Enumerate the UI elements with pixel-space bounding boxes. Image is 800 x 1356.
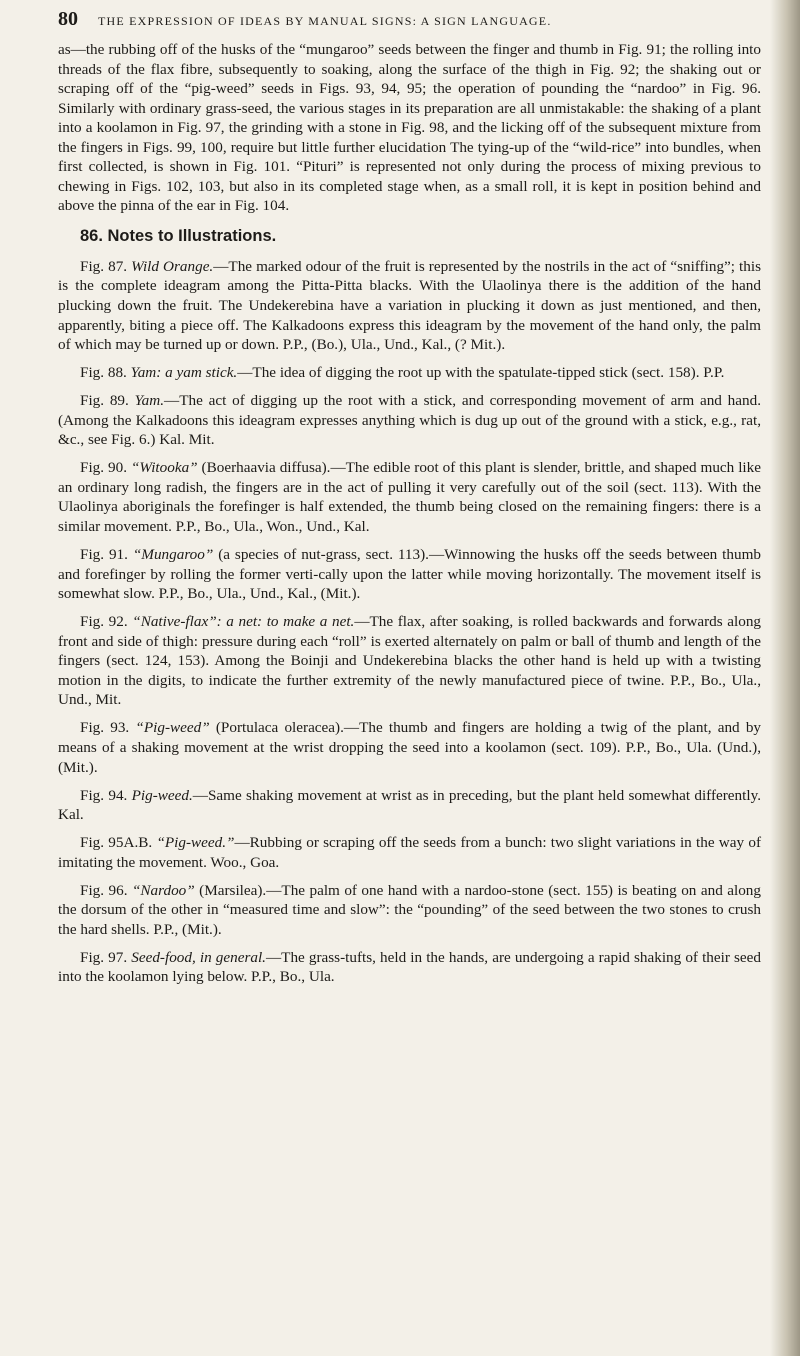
body-text: [58, 40, 761, 987]
entry-fig-89: [58, 391, 761, 450]
entry-text: (Marsilea).—The palm of one hand with a nardoo-stone (sect. 155) is beating on and along the dorsum of the other in “measured time and slow”: the “pounding” of the seed between the two stones to crush the hard shells. P.P., (Mit.).: [58, 881, 761, 938]
entry-text: —The grass-tufts, held in the hands, are undergoing a rapid shaking of their seed into the koolamon lying below. P.P., Bo., Ula.: [58, 948, 761, 986]
entry-fig-95: [58, 833, 761, 872]
entry-fig-96: [58, 881, 761, 940]
entry-fig-label: Fig. 97.: [80, 948, 132, 966]
entry-fig-label: Fig. 88.: [80, 364, 131, 382]
entry-fig-92: [58, 612, 761, 710]
entry-fig-label: Fig. 96.: [80, 881, 132, 899]
entry-fig-label: Fig. 95A.B.: [80, 834, 157, 852]
page-number: 80: [58, 8, 78, 30]
intro-paragraph: as—the rubbing off of the husks of the “mungaroo” seeds between the finger and thumb in Fig. 91; the rolling into threads of the flax fibre, subsequently to soaking, along the surface of the thigh in Fig. 92; the shaking out or scraping off of the “pig-weed” seeds in Figs. 93, 94, 95; the operation of pounding the “nardoo” in Fig. 96. Similarly with ordinary grass-seed, the various stages in its preparation are all unmistakable: the shaking of a plant into a koolamon in Fig. 97, the grinding with a stone in Fig. 98, and the licking off of the subsequent mixture from the fingers in Figs. 99, 100, require but little further elucidation The tying-up of the “wild-rice” into bundles, when first collected, is shown in Fig. 101. “Pituri” is represented not only during the process of mixing previous to chewing in Figs. 102, 103, but also in its completed stage when, as a small roll, it is kept in position behind and above the pinna of the ear in Fig. 104.: [58, 41, 761, 215]
entry-title: “Nardoo”: [131, 881, 195, 899]
entry-text: —Rubbing or scraping off the seeds from a bunch: two slight variations in the way of imitating the movement. Woo., Goa.: [58, 834, 762, 871]
entry-text: —The marked odour of the fruit is represented by the nostrils in the act of “sniffing”; this is the complete ideagram among the Pitta-Pitta blacks. With the Ulaolinya there is the addition of the hand plucking down the fruit. The Undekerebina have a variation in plucking it down as just mentioned, and then, apparently, biting a piece off. The Kalkadoons express this ideagram by the movement of the hand only, the palm of which may be turned up or down. P.P., (Bo.), Ula., Und., Kal., (? Mit.).: [58, 257, 761, 354]
entry-fig-label: Fig. 87.: [80, 257, 132, 275]
entry-fig-label: Fig. 93.: [80, 719, 136, 737]
entry-title: “Pig-weed.”: [156, 834, 235, 852]
entry-title: Yam: a yam stick.: [130, 364, 238, 382]
entry-fig-97: [58, 948, 761, 987]
page-gutter-shadow: [770, 0, 800, 1356]
entry-fig-label: Fig. 94.: [80, 786, 132, 804]
entry-title: “Mungaroo”: [132, 546, 214, 564]
entry-text: —The act of digging up the root with a stick, and corresponding movement of arm and hand. (Among the Kalkadoons this ideagram expresses anything which is dug up out of the ground with a stick, e.g., rat, &c., see Fig. 6.) Kal. Mit.: [58, 392, 761, 449]
running-head: [58, 8, 758, 30]
entry-title: Yam.: [134, 392, 165, 410]
entry-title: Seed-food, in general.: [131, 948, 266, 966]
entry-fig-label: Fig. 90.: [80, 459, 131, 477]
entry-title: Pig-weed.: [131, 786, 193, 804]
entry-text: —The flax, after soaking, is rolled backwards and forwards along front and side of thigh: pressure during each “roll” is exerted alternately on palm or ball of thumb and length of the fingers (sect. 124, 153). Among the Boinji and Undekerebina blacks the other hand is held up with a twisting motion in the digits, to indicate the further extremity of the newly manufactured piece of twine. P.P., Bo., Ula., Und., Mit.: [58, 613, 762, 709]
entry-text: (a species of nut-grass, sect. 113).—Winnowing the husks off the seeds between thumb and forefinger by rolling the former verti-cally upon the latter while moving horizontally. The movement itself is somewhat slow. P.P., Bo., Ula., Und., Kal., (Mit.).: [58, 546, 761, 603]
entry-fig-93: [58, 718, 761, 777]
entry-fig-label: Fig. 89.: [80, 392, 135, 410]
entry-title: “Native-flax”: a net: to make a net.: [132, 613, 355, 631]
entry-fig-90: [58, 458, 761, 536]
entry-title: “Pig-weed”: [135, 719, 210, 737]
entry-fig-label: Fig. 92.: [80, 613, 133, 631]
entry-title: “Witooka”: [130, 459, 198, 477]
entry-text: —Same shaking movement at wrist as in preceding, but the plant held somewhat differently. Kal.: [58, 786, 761, 824]
entry-fig-label: Fig. 91.: [80, 546, 133, 564]
entry-fig-94: [58, 786, 761, 825]
entry-fig-87: [58, 257, 761, 355]
entry-text: (Portulaca oleracea).—The thumb and fingers are holding a twig of the plant, and by means of a shaking movement at the wrist dropping the seed into a koolamon (sect. 109). P.P., Bo., Ula. (Und.), (Mit.).: [58, 719, 762, 776]
section-heading: 86. Notes to Illustrations.: [80, 226, 277, 245]
running-title: THE EXPRESSION OF IDEAS BY MANUAL SIGNS: A SIGN LANGUAGE.: [98, 14, 552, 28]
entry-fig-91: [58, 545, 761, 604]
entry-fig-88: [58, 363, 761, 383]
entry-title: Wild Orange.: [131, 257, 214, 275]
entry-text: (Boerhaavia diffusa).—The edible root of this plant is slender, brittle, and shaped much like an ordinary long radish, the fingers are in the act of pulling it very carefully out of the soil (sect. 113). With the Ulaolinya aboriginals the forefinger is half extended, the thumb being closed on the remaining fingers: there is a similar movement. P.P., Bo., Ula., Won., Und., Kal.: [58, 459, 761, 535]
entry-text: —The idea of digging the root up with the spatulate-tipped stick (sect. 158). P.P.: [237, 364, 725, 382]
